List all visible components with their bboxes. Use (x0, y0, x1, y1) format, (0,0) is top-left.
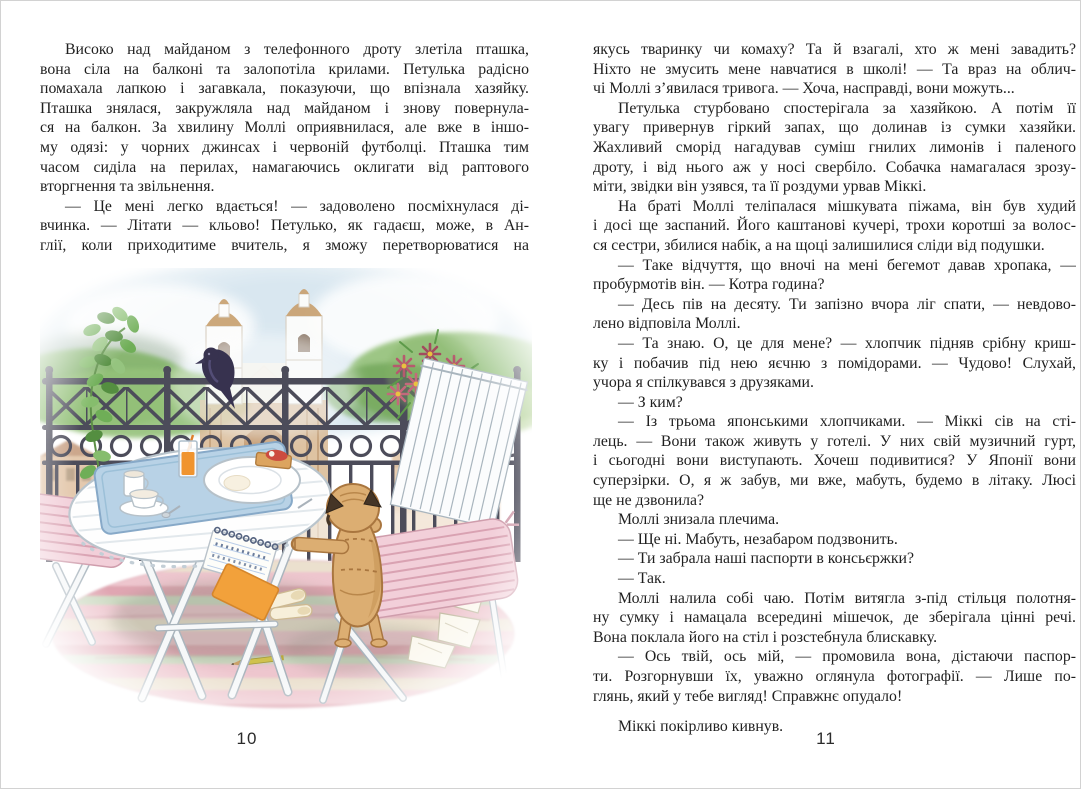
text-line: На браті Моллі теліпалася мішкувата піжама, він був худий (618, 197, 1076, 215)
text-line: ти. Розгорнувши їх, уважно оглянула фотографії. — Лише по- (593, 668, 1076, 685)
text-line: ще не дзвонила? (593, 491, 705, 509)
text-line: якусь тваринку чи комаху? Та й взагалі, хто ж мені завадить? (593, 41, 1076, 58)
text-line: ся на балкон. За хвилину Моллі оприявнилася, але вже в іншо- (40, 119, 529, 137)
vignette (40, 268, 532, 720)
text-line: дроту, і від нього аж у носі свербіло. Собачка намагалася зрозу- (593, 158, 1076, 176)
text-line: Жахливий сморід нагадував суміш гнилих лимонів і паленого (593, 138, 1076, 156)
text-line: — Таке відчуття, що вночі на мені бегемот давав хропака, — (618, 256, 1076, 274)
text-line: лець. — Вони також живуть у готелі. У них свій музичний гурт, (593, 432, 1076, 450)
text-line: — З ким? (618, 393, 683, 411)
text-line: — Ти забрала наші паспорти в консьєржки? (618, 550, 914, 568)
text-line: вчинка. — Літати — кльово! Петулько, як гадаєш, може, в Ан- (40, 217, 529, 235)
text-line: — Так. (618, 570, 666, 588)
text-line: суперзірки. О, я ж забув, ми вже, мабуть, будемо в літаку. Люсі (593, 472, 1076, 490)
text-line: увагу привернув гіркий запах, що долинав із сумки хазяйки. (593, 119, 1076, 137)
text-line: міти, звідки він узявся, та її роздуми урвав Міккі. (593, 178, 927, 196)
text-line: часом сиділа на перилах, намагаючись оклигати від раптового (40, 158, 529, 176)
text-line: ся сестри, збилися набік, а на щоці залишилися сліди від подушки. (593, 236, 1045, 254)
text-line: — Та знаю. О, це для мене? — хлопчик підняв срібну криш- (618, 334, 1076, 352)
text-line: Міккі покірливо кивнув. (618, 718, 784, 736)
text-line: глії, коли приходитиме вчитель, я зможу перетворюватися на (40, 236, 529, 254)
page-number-left: 10 (236, 729, 258, 748)
text-line: — Ось твій, ось мій, — промовила вона, дістаючи паспор- (618, 648, 1076, 666)
text-line: Моллі знизала плечима. (618, 511, 780, 529)
balcony-illustration (40, 268, 532, 720)
text-line: Моллі налила собі чаю. Потім витягла з-під стільця полотня- (618, 589, 1076, 607)
text-line: і сьогодні вони виступають. Хочеш подивитися? У Японії вони (593, 452, 1076, 470)
text-line: вона сіла на балконі та залопотіла крилами. Петулька радісно (40, 60, 529, 78)
text-line: му одязі: у чорних джинсах і червоній футболці. Пташка тим (40, 138, 529, 156)
text-line: лено відповіла Моллі. (593, 315, 741, 333)
text-line: Високо над майданом з телефонного дроту злетіла пташка, (65, 41, 529, 58)
text-line: Пташка знялася, закружляла над майданом і знову повернула- (40, 99, 529, 117)
right-page-text (593, 40, 1076, 737)
text-line: пробурмотів він. — Котра година? (593, 276, 825, 294)
text-line: — Ще ні. Мабуть, незабаром подзвонить. (618, 530, 898, 548)
text-line: учора я спілкувався з друзяками. (593, 374, 814, 392)
text-line: глянь, який у тебе вигляд! Справжнє опудало! (593, 687, 903, 705)
text-line: вторгнення та звільнення. (40, 178, 215, 196)
text-line: — Це мені легко вдається! — задоволено посміхнулася ді- (65, 197, 529, 215)
text-line: ну сумку і намацала всередині мішечок, де зберігала цінні речі. (593, 609, 1076, 627)
text-line: Ніхто не змусить мене навчатися в школі! — Та враз на облич- (593, 60, 1076, 78)
page-number-right: 11 (816, 729, 836, 748)
text-line: Вона поклала його на стіл і розстебнула блискавку. (593, 628, 938, 646)
text-line: помахала лапкою і загавкала, показуючи, що впізнала хазяйку. (40, 80, 529, 98)
text-line: ку і побачив під нею яєчню з помідорами. — Чудово! Слухай, (593, 354, 1076, 372)
text-line: і досі ще заспаний. Його каштанові кучері, трохи коротші за волос- (593, 217, 1076, 235)
text-line: чі Моллі з’явилася тривога. — Хоча, насправді, вони можуть... (593, 80, 1015, 98)
text-line: — Десь пів на десяту. Ти запізно вчора ліг спати, — невдово- (618, 295, 1076, 313)
text-line: Петулька стурбовано спостерігала за хазяйкою. А потім її (618, 99, 1076, 117)
text-line: — Із трьома японськими хлопчиками. — Міккі сів на сті- (618, 413, 1076, 431)
left-page-text (40, 40, 529, 256)
